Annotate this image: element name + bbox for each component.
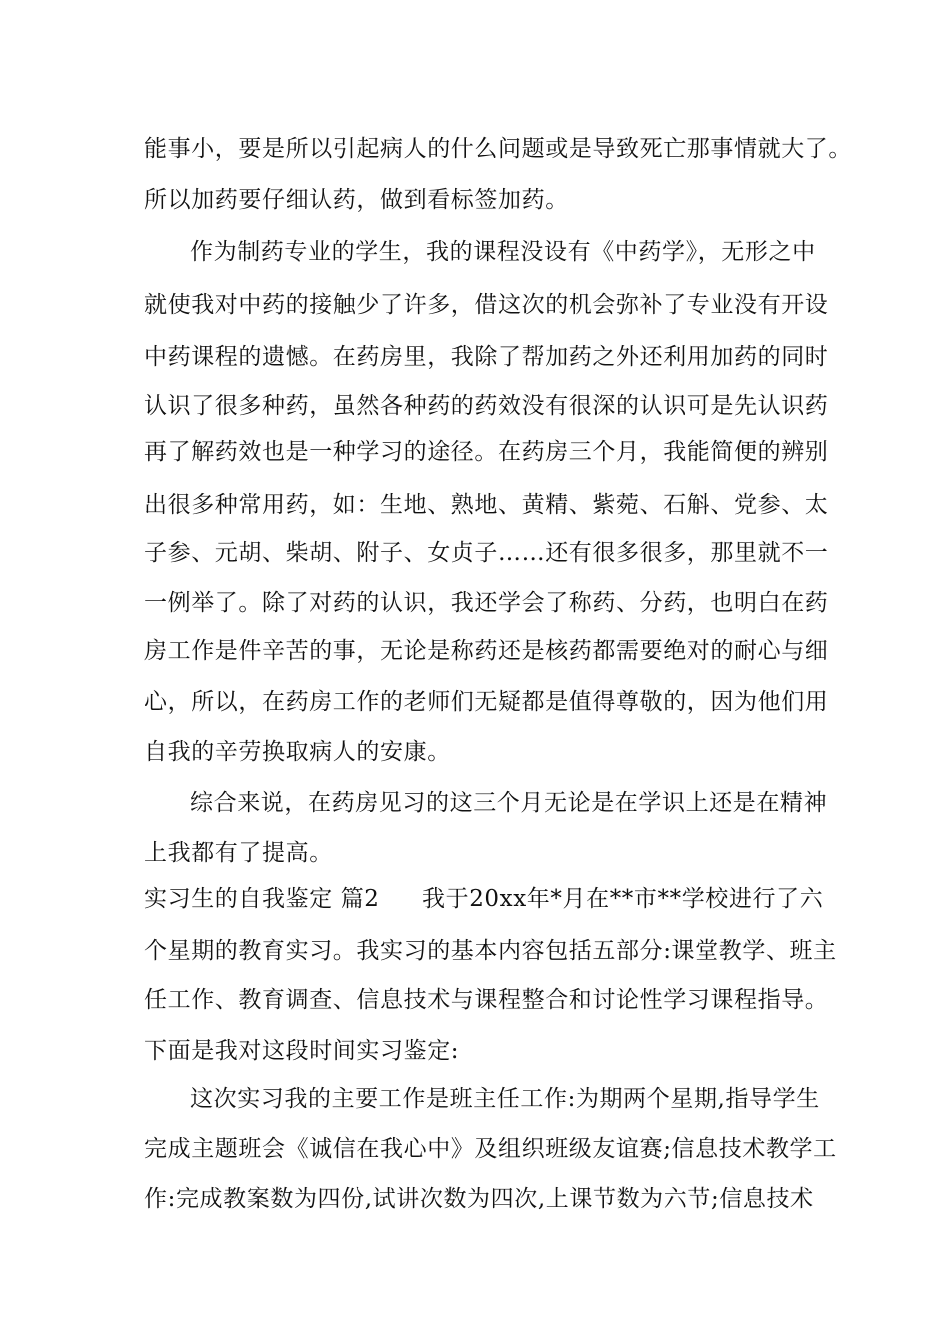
section-heading: 实习生的自我鉴定 篇2 [144, 886, 380, 912]
text-line: 房工作是件辛苦的事，无论是称药还是核药都需要绝对的耐心与细 [144, 638, 829, 664]
paragraph-first-line: 作为制药专业的学生，我的课程没设有《中药学》，无形之中 [190, 239, 816, 265]
text-line: 就使我对中药的接触少了许多，借这次的机会弥补了专业没有开设 [144, 292, 829, 318]
paragraph-first-line: 这次实习我的主要工作是班主任工作:为期两个星期,指导学生 [190, 1086, 820, 1112]
section-heading-line [144, 884, 824, 914]
text-line: 中药课程的遗憾。在药房里，我除了帮加药之外还利用加药的同时 [144, 344, 829, 370]
text-line: 能事小，要是所以引起病人的什么问题或是导致死亡那事情就大了。 [144, 136, 852, 162]
text-line: 自我的辛劳换取病人的安康。 [144, 739, 451, 765]
text-line: 认识了很多种药，虽然各种药的药效没有很深的认识可是先认识药 [144, 393, 829, 419]
paragraph-first-line: 综合来说，在药房见习的这三个月无论是在学识上还是在精神 [190, 790, 828, 816]
text-line: 完成主题班会《诚信在我心中》及组织班级友谊赛;信息技术教学工 [144, 1136, 837, 1162]
text-line: 一例举了。除了对药的认识，我还学会了称药、分药，也明白在药 [144, 590, 829, 616]
text-line: 心，所以，在药房工作的老师们无疑都是值得尊敬的，因为他们用 [144, 689, 829, 715]
text-line: 作:完成教案数为四份,试讲次数为四次,上课节数为六节;信息技术 [144, 1186, 814, 1212]
section-opening-text: 我于20xx年*月在**市**学校进行了六 [422, 886, 824, 912]
text-line: 出很多种常用药，如：生地、熟地、黄精、紫菀、石斛、党参、太 [144, 492, 829, 518]
text-line: 所以加药要仔细认药，做到看标签加药。 [144, 187, 569, 213]
text-line: 个星期的教育实习。我实习的基本内容包括五部分:课堂教学、班主 [144, 938, 837, 964]
text-line: 下面是我对这段时间实习鉴定: [144, 1038, 460, 1064]
text-line: 上我都有了提高。 [144, 840, 333, 866]
text-line: 子参、元胡、柴胡、附子、女贞子……还有很多很多，那里就不一 [144, 540, 829, 566]
text-line: 任工作、教育调查、信息技术与课程整合和讨论性学习课程指导。 [144, 987, 829, 1013]
text-line: 再了解药效也是一种学习的途径。在药房三个月，我能简便的辨别 [144, 439, 829, 465]
